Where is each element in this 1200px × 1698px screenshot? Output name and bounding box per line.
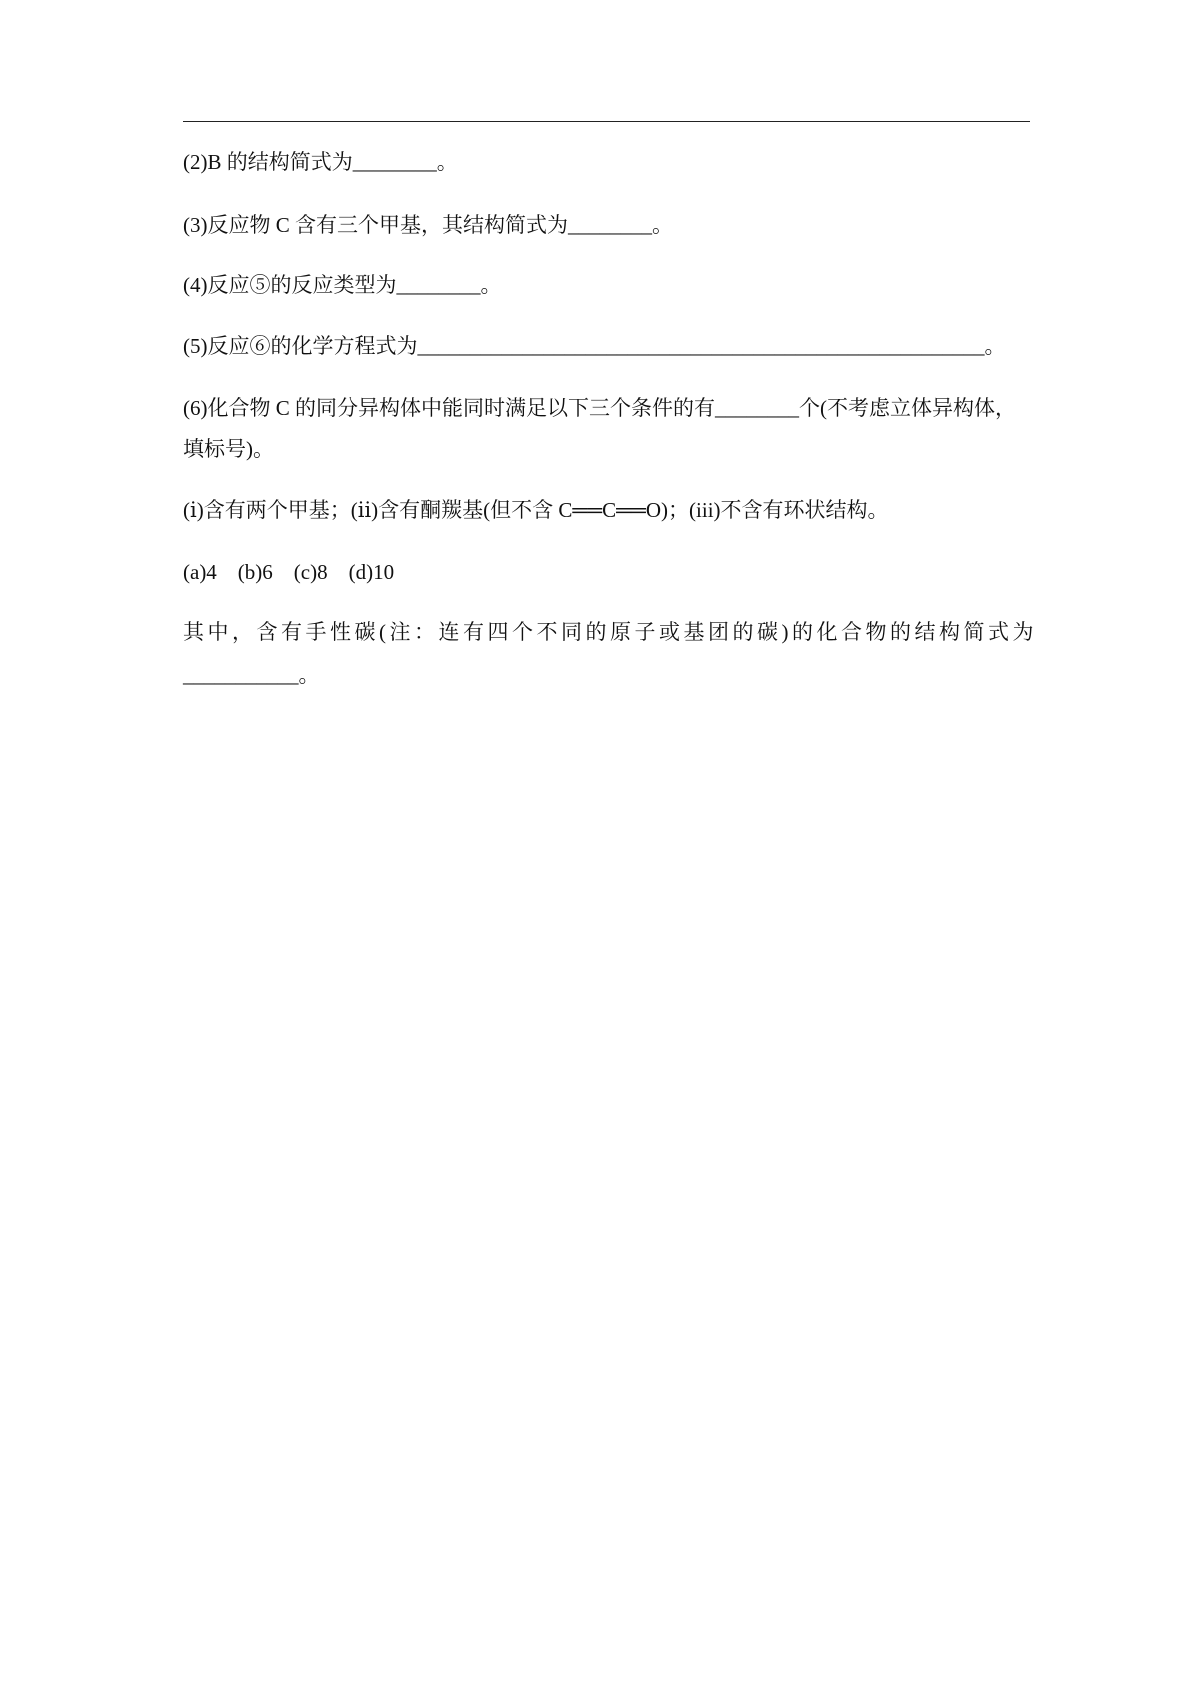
header-rule [183, 121, 1030, 122]
answer-blank: ___________。 [183, 663, 320, 687]
conditions-text: (ⅰ)含有两个甲基；(ⅱ)含有酮羰基(但不含 C══C══O)；(iii)不含有环状结构。 [183, 498, 889, 522]
question-5-text: (5)反应⑥的化学方程式为______________________________________________________。 [183, 334, 1006, 358]
chiral-carbon-question: 其中，含有手性碳(注：连有四个不同的原子或基团的碳)的化合物的结构简式为 [183, 620, 1037, 644]
question-3-text: (3)反应物 C 含有三个甲基，其结构简式为________。 [183, 213, 673, 237]
question-4-text: (4)反应⑤的反应类型为________。 [183, 273, 502, 297]
answer-options: (a)4 (b)6 (c)8 (d)10 [183, 560, 395, 584]
question-2-text: (2)B 的结构简式为________。 [183, 150, 458, 174]
question-6-text: (6)化合物 C 的同分异构体中能同时满足以下三个条件的有________个(不考虑立体异构体， [183, 396, 1016, 420]
question-6-text-continued: 填标号)。 [183, 437, 274, 461]
